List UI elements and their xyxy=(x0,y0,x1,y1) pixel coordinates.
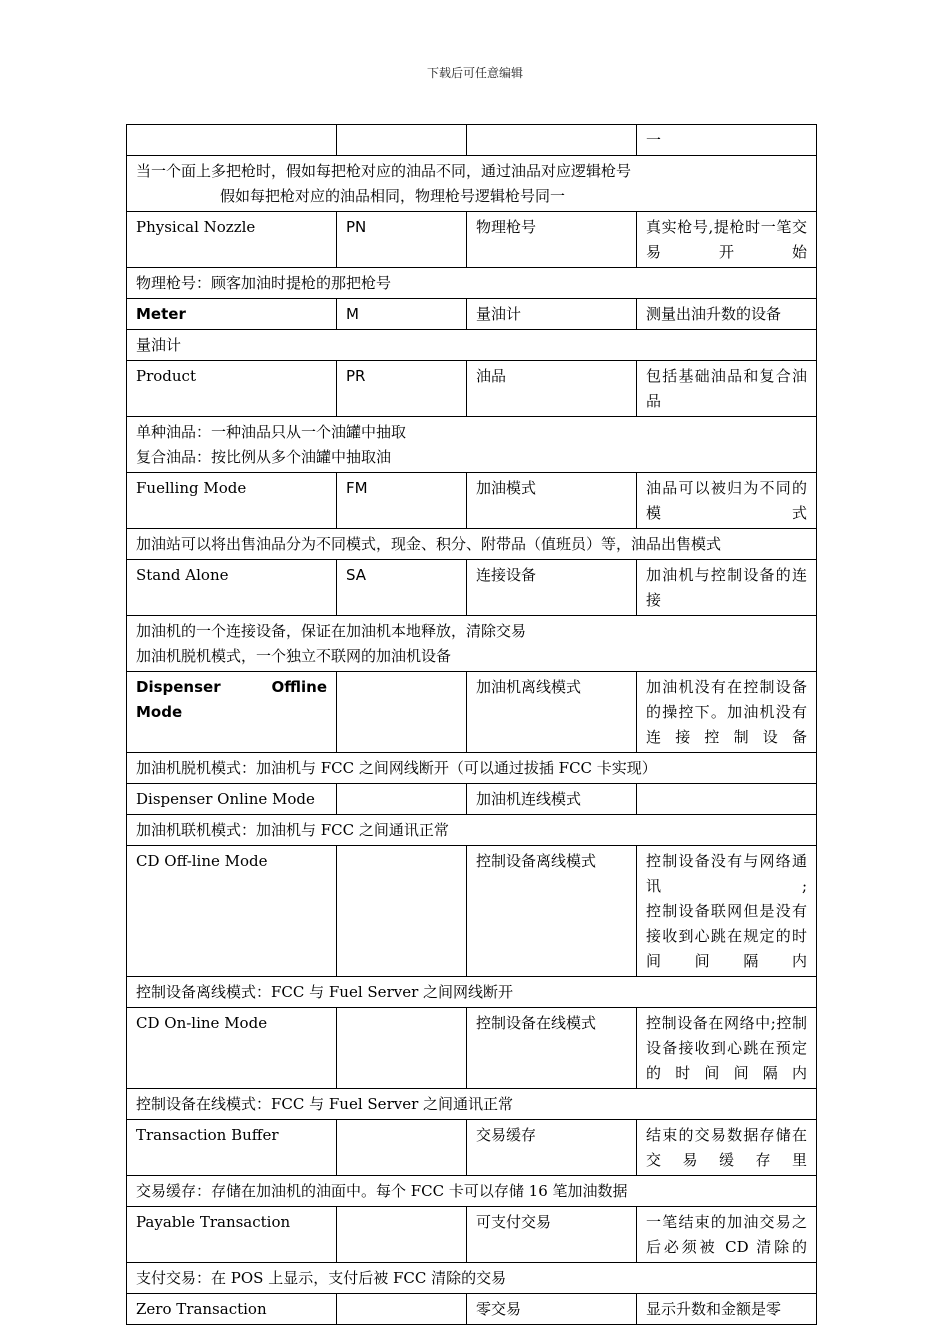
table-row xyxy=(127,784,817,815)
abbr-cell: PN xyxy=(337,212,467,268)
note-row xyxy=(127,1263,817,1294)
cn-cell: 交易缓存 xyxy=(467,1120,637,1176)
glossary-table xyxy=(126,124,817,1325)
note-row xyxy=(127,1176,817,1207)
desc-cell: 包括基础油品和复合油品 xyxy=(637,361,817,417)
abbr-cell: M xyxy=(337,299,467,330)
desc-cell: 控制设备在网络中;控制设备接收到心跳在预定的时间间隔内 xyxy=(637,1008,817,1089)
note-cell xyxy=(127,616,817,672)
cn-cell: 油品 xyxy=(467,361,637,417)
abbr-cell: PR xyxy=(337,361,467,417)
desc-cell: 加油机没有在控制设备的操控下。加油机没有连接控制设备 xyxy=(637,672,817,753)
abbr-cell xyxy=(337,1120,467,1176)
term-cell: Dispenser Online Mode xyxy=(127,784,337,815)
term-cell: Fuelling Mode xyxy=(127,473,337,529)
cn-cell: 连接设备 xyxy=(467,560,637,616)
term-cell xyxy=(127,672,337,753)
note-row xyxy=(127,815,817,846)
abbr-cell: FM xyxy=(337,473,467,529)
desc-cell: 油品可以被归为不同的模式 xyxy=(637,473,817,529)
term-cell: Meter xyxy=(127,299,337,330)
abbr-cell: SA xyxy=(337,560,467,616)
note-row xyxy=(127,977,817,1008)
abbr-cell xyxy=(337,1008,467,1089)
cn-cell: 控制设备在线模式 xyxy=(467,1008,637,1089)
note-row xyxy=(127,753,817,784)
table-row xyxy=(127,672,817,753)
table-cell xyxy=(127,125,337,156)
note-row xyxy=(127,330,817,361)
cn-cell: 可支付交易 xyxy=(467,1207,637,1263)
cn-cell: 加油机连线模式 xyxy=(467,784,637,815)
cn-cell: 零交易 xyxy=(467,1294,637,1325)
note-row xyxy=(127,268,817,299)
abbr-cell xyxy=(337,784,467,815)
desc-cell: 测量出油升数的设备 xyxy=(637,299,817,330)
table-row xyxy=(127,1294,817,1325)
note-line: 假如每把枪对应的油品相同，物理枪号逻辑枪号同一 xyxy=(220,187,566,205)
note-cell: 控制设备在线模式：FCC 与 Fuel Server 之间通讯正常 xyxy=(127,1089,817,1120)
cn-cell: 加油机离线模式 xyxy=(467,672,637,753)
table-row xyxy=(127,846,817,977)
note-cell: 加油站可以将出售油品分为不同模式，现金、积分、附带品（值班员）等，油品出售模式 xyxy=(127,529,817,560)
term-cell: Physical Nozzle xyxy=(127,212,337,268)
note-row xyxy=(127,1089,817,1120)
abbr-cell xyxy=(337,846,467,977)
note-cell: 交易缓存：存储在加油机的油面中。每个 FCC 卡可以存储 16 笔加油数据 xyxy=(127,1176,817,1207)
cn-cell: 物理枪号 xyxy=(467,212,637,268)
table-row xyxy=(127,361,817,417)
table-row xyxy=(127,560,817,616)
abbr-cell xyxy=(337,1207,467,1263)
table-row xyxy=(127,1120,817,1176)
desc-cell: 加油机与控制设备的连接 xyxy=(637,560,817,616)
desc-line: 控制设备联网但是没有接收到心跳在规定的时间间隔内 xyxy=(646,902,807,970)
term-cell: Zero Transaction xyxy=(127,1294,337,1325)
note-cell: 加油机联机模式：加油机与 FCC 之间通讯正常 xyxy=(127,815,817,846)
note-cell: 量油计 xyxy=(127,330,817,361)
desc-cell: 显示升数和金额是零 xyxy=(637,1294,817,1325)
note-cell: 加油机脱机模式：加油机与 FCC 之间网线断开（可以通过拔插 FCC 卡实现） xyxy=(127,753,817,784)
term-word: Dispenser xyxy=(136,678,221,696)
cn-cell: 加油模式 xyxy=(467,473,637,529)
abbr-cell xyxy=(337,1294,467,1325)
note-cell: 支付交易：在 POS 上显示，支付后被 FCC 清除的交易 xyxy=(127,1263,817,1294)
table-cell: 一 xyxy=(637,125,817,156)
desc-cell xyxy=(637,846,817,977)
desc-line: 控制设备没有与网络通讯; xyxy=(646,852,807,895)
note-cell xyxy=(127,156,817,212)
note-line: 单种油品：一种油品只从一个油罐中抽取 xyxy=(136,423,407,441)
cn-cell: 量油计 xyxy=(467,299,637,330)
desc-cell: 真实枪号,提枪时一笔交易开始 xyxy=(637,212,817,268)
term-cell: Product xyxy=(127,361,337,417)
term-cell: CD On-line Mode xyxy=(127,1008,337,1089)
table-row xyxy=(127,1207,817,1263)
term-cell: CD Off-line Mode xyxy=(127,846,337,977)
desc-cell: 结束的交易数据存储在交易缓存里 xyxy=(637,1120,817,1176)
note-cell xyxy=(127,417,817,473)
table-row xyxy=(127,125,817,156)
page-header-note: 下载后可任意编辑 xyxy=(426,66,523,80)
note-cell: 物理枪号：顾客加油时提枪的那把枪号 xyxy=(127,268,817,299)
cn-cell: 控制设备离线模式 xyxy=(467,846,637,977)
note-row xyxy=(127,529,817,560)
table-row xyxy=(127,1008,817,1089)
term-cell: Stand Alone xyxy=(127,560,337,616)
table-row xyxy=(127,212,817,268)
note-row xyxy=(127,156,817,212)
note-line: 加油机脱机模式，一个独立不联网的加油机设备 xyxy=(136,647,452,665)
note-line: 加油机的一个连接设备，保证在加油机本地释放，清除交易 xyxy=(136,622,527,640)
desc-cell: 一笔结束的加油交易之后必须被 CD 清除的 xyxy=(637,1207,817,1263)
desc-cell xyxy=(637,784,817,815)
note-line: 复合油品：按比例从多个油罐中抽取油 xyxy=(136,448,392,466)
note-cell: 控制设备离线模式：FCC 与 Fuel Server 之间网线断开 xyxy=(127,977,817,1008)
term-word: Mode xyxy=(136,703,183,721)
table-cell xyxy=(337,125,467,156)
term-cell: Payable Transaction xyxy=(127,1207,337,1263)
note-line: 当一个面上多把枪时，假如每把枪对应的油品不同，通过油品对应逻辑枪号 xyxy=(136,162,632,180)
table-cell xyxy=(467,125,637,156)
term-cell: Transaction Buffer xyxy=(127,1120,337,1176)
note-row xyxy=(127,616,817,672)
table-row xyxy=(127,473,817,529)
note-row xyxy=(127,417,817,473)
table-row xyxy=(127,299,817,330)
abbr-cell xyxy=(337,672,467,753)
term-word: Offline xyxy=(271,678,327,696)
